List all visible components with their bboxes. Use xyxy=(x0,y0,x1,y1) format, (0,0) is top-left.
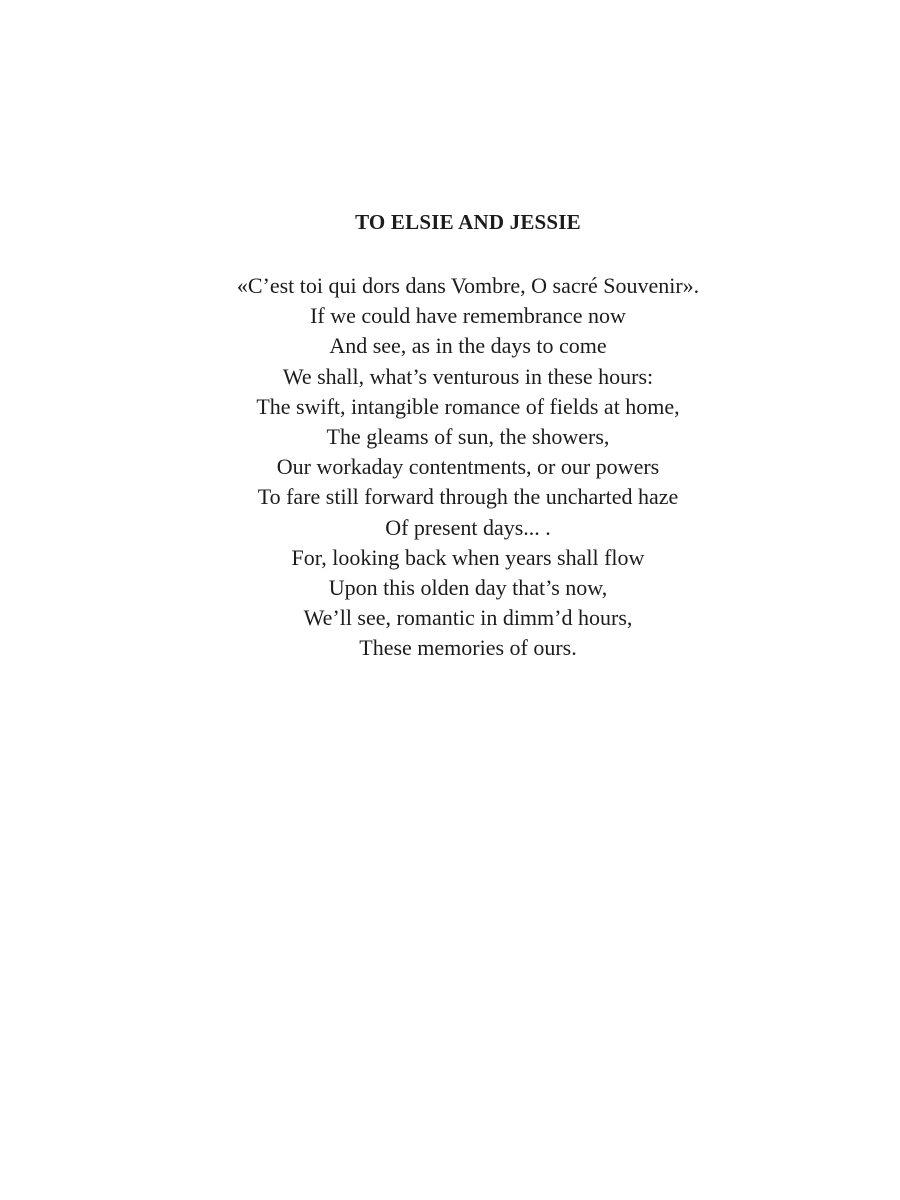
poem-body xyxy=(0,271,900,664)
poem-line: Upon this olden day that’s now, xyxy=(328,575,608,601)
poem-line: We shall, what’s venturous in these hours: xyxy=(282,363,654,389)
poem-line: And see, as in the days to come xyxy=(329,333,607,359)
poem-line: These memories of ours. xyxy=(359,635,577,661)
poem-line: We’ll see, romantic in dimm’d hours, xyxy=(303,605,633,631)
poem-line: Our workaday contentments, or our powers xyxy=(276,454,660,480)
poem-line: For, looking back when years shall flow xyxy=(291,544,645,570)
poem-line: Of present days... . xyxy=(385,514,551,540)
poem-line: To fare still forward through the uncharted haze xyxy=(257,484,679,510)
poem-title: TO ELSIE AND JESSIE xyxy=(355,210,581,234)
poem-line: The gleams of sun, the showers, xyxy=(326,424,610,450)
poem-line: If we could have remembrance now xyxy=(310,303,626,329)
poem-line-epigraph: «C’est toi qui dors dans Vombre, O sacré Souvenir». xyxy=(236,273,700,298)
poem-line: The swift, intangible romance of fields at home, xyxy=(256,393,680,419)
